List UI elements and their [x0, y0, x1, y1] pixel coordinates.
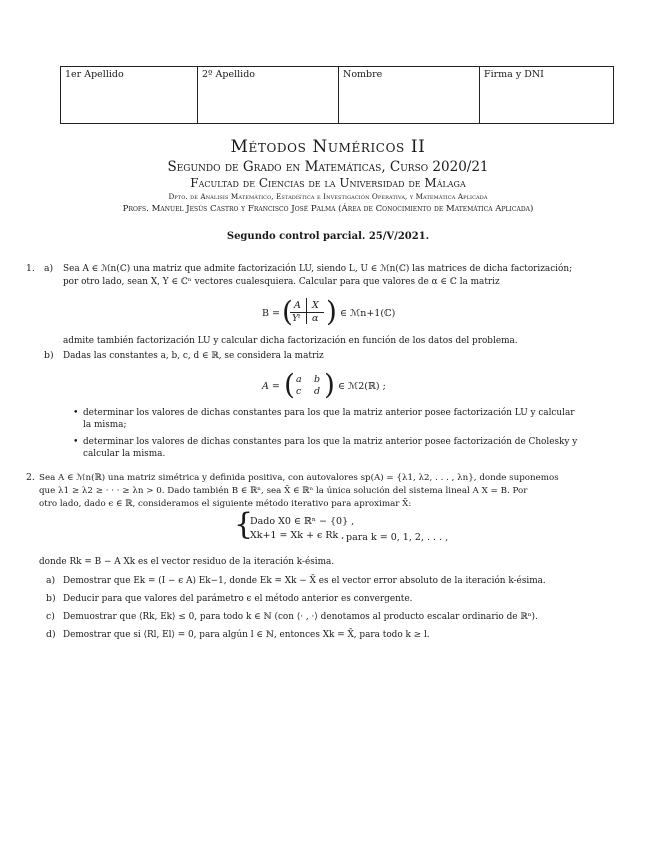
course-subtitle: Segundo de Grado en Matemáticas, Curso 2020/21	[167, 159, 489, 175]
q1a-label: a)	[44, 263, 54, 274]
q2-line1: Sea A ∈ ℳn(ℝ) una matriz simétrica y definida positiva, con autovalores sp(A) = {λ1, λ2, . . . , λn}, donde suponemos	[39, 473, 559, 483]
matrix-B-a21: Yᵗ	[292, 313, 301, 324]
matrix-A-a: a	[296, 374, 302, 385]
q1b-label: b)	[44, 350, 54, 361]
q2c-text: Demuostrar que ⟨Rk, Ek⟩ ≤ 0, para todo k ∈ ℕ (con ⟨· , ·⟩ denotamos al producto escalar ordinario de ℝⁿ).	[63, 612, 538, 622]
matrix-A-b: b	[314, 374, 321, 385]
q2a-text: Demostrar que Ek = (I − ϵ A) Ek−1, donde Ek = Xk − X̄ es el vector error absoluto de la iteración k-ésima.	[63, 576, 546, 586]
student-id-table	[60, 66, 614, 124]
matrix-B-rhs: ∈ ℳn+1(ℂ)	[340, 308, 396, 319]
q1a-line2: por otro lado, sean X, Y ∈ ℂⁿ vectores cualesquiera. Calcular para que valores de α ∈ ℂ la matriz	[63, 277, 500, 287]
q1b-bullet2-line1: determinar los valores de dichas constantes para los que la matriz anterior posee factorización de Cholesky y	[83, 437, 578, 447]
matrix-A-c: c	[296, 386, 302, 397]
q2-line2: que λ1 ≥ λ2 ≥ · · · ≥ λn > 0. Dado también B ∈ ℝⁿ, sea X̄ ∈ ℝⁿ la única solución del sistema lineal A X = B. Por	[39, 486, 528, 496]
system-condition: para k = 0, 1, 2, . . . ,	[346, 532, 449, 543]
right-paren: )	[326, 295, 337, 328]
q2-line3: otro lado, dado ϵ ∈ ℝ, consideramos el siguiente método iterativo para aproximar X̄:	[39, 499, 412, 509]
q2-number: 2.	[26, 472, 35, 483]
q1a-line3: admite también factorización LU y calcular dicha factorización en función de los datos del problema.	[63, 336, 518, 346]
bullet-icon: •	[73, 436, 79, 447]
left-paren: (	[282, 295, 293, 328]
matrix-A-rhs: ∈ ℳ2(ℝ) ;	[338, 381, 386, 392]
bullet-icon: •	[73, 407, 79, 418]
matrix-B-a12: X	[312, 300, 319, 311]
system-line1: Dado X0 ∈ ℝⁿ − {0} ,	[250, 516, 355, 527]
name-cell[interactable]	[339, 67, 480, 124]
signature-dni-cell[interactable]	[480, 67, 614, 124]
matrix-A-lhs: A =	[262, 381, 280, 392]
name-label: Nombre	[343, 69, 383, 80]
q1b-line1: Dadas las constantes a, b, c, d ∈ ℝ, se considera la matriz	[63, 351, 324, 361]
q1a-line1: Sea A ∈ ℳn(ℂ) una matriz que admite factorización LU, siendo L, U ∈ ℳn(ℂ) las matrices de dicha factorización;	[63, 264, 573, 274]
q2b-label: b)	[46, 593, 56, 604]
matrix-B-vline	[306, 298, 307, 324]
system-line2: Xk+1 = Xk + ϵ Rk ,	[250, 530, 345, 541]
q2-line4: donde Rk = B − A Xk es el vector residuo de la iteración k-ésima.	[39, 557, 335, 567]
q2d-label: d)	[46, 629, 56, 640]
matrix-B-a11: A	[294, 300, 301, 311]
q1-number: 1.	[26, 263, 35, 274]
department-line: Dpto. de Análisis Matemático, Estadística e Investigación Operativa, y Matemática Aplicada	[168, 192, 488, 201]
left-brace: {	[234, 507, 254, 542]
q1b-bullet1-line1: determinar los valores de dichas constantes para los que la matriz anterior posee factorización LU y calcular	[83, 408, 575, 418]
first-surname-label: 1er Apellido	[65, 69, 124, 80]
signature-dni-label: Firma y DNI	[484, 69, 544, 80]
second-surname-cell[interactable]	[198, 67, 339, 124]
q1b-bullet2-line2: calcular la misma.	[83, 449, 166, 459]
exam-title: Segundo control parcial. 25/V/2021.	[226, 231, 430, 242]
faculty-line: Facultad de Ciencias de la Universidad de Málaga	[190, 176, 466, 190]
professors-line: Profs. Manuel Jesús Castro y Francisco José Palma (Área de Conocimiento de Matemática Aplicada)	[122, 204, 534, 214]
matrix-B-lhs: B =	[262, 308, 280, 319]
q2a-label: a)	[46, 575, 56, 586]
course-title: Métodos Numéricos II	[230, 137, 426, 157]
q2d-text: Demostrar que si ⟨Rl, El⟩ = 0, para algún l ∈ ℕ, entonces Xk = X̄, para todo k ≥ l.	[63, 630, 430, 640]
left-paren: (	[284, 368, 295, 401]
first-surname-cell[interactable]	[61, 67, 198, 124]
q1b-bullet1-line2: la misma;	[83, 420, 127, 430]
matrix-B-a22: α	[312, 313, 319, 324]
right-paren: )	[324, 368, 335, 401]
second-surname-label: 2º Apellido	[202, 69, 256, 80]
q2c-label: c)	[46, 611, 55, 622]
q2b-text: Deducir para que valores del parámetro ϵ el método anterior es convergente.	[63, 594, 413, 604]
matrix-A-d: d	[314, 386, 321, 397]
